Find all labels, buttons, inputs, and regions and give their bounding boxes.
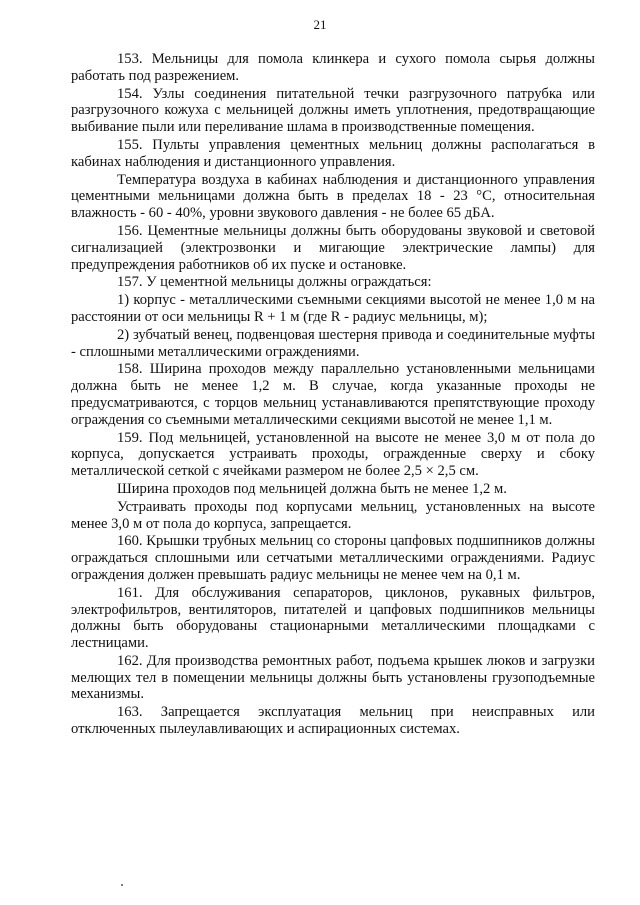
paragraph-157-item-1: 1) корпус - металлическими съемными секциями высотой не менее 1,0 м на расстоянии от оси мельницы R + 1 м (где R - радиус мельницы, м); [71, 292, 595, 325]
paragraph-159-width: Ширина проходов под мельницей должна быть не менее 1,2 м. [117, 480, 507, 497]
paragraph-157: 157. У цементной мельницы должны ограждаться: [117, 274, 432, 291]
paragraph-153: 153. Мельницы для помола клинкера и сухого помола сырья должны работать под разрежением. [71, 51, 595, 84]
paragraph-155-temperature: Температура воздуха в кабинах наблюдения и дистанционного управления цементными мельницами должна быть в пределах 18 - 23 °С, относительная влажность - 60 - 40%, уровни звукового давления - не более 65 дБА. [71, 171, 595, 222]
paragraph-157-item-2: 2) зубчатый венец, подвенцовая шестерня привода и соединительные муфты - сплошными металлическими ограждениями. [71, 326, 595, 360]
paragraph-163: 163. Запрещается эксплуатация мельниц при неисправных или отключенных пылеулавливающих и аспирационных системах. [71, 704, 595, 738]
paragraph-154: 154. Узлы соединения питательной течки разгрузочного патрубка или разгрузочного кожуха с мельницей должны иметь уплотнения, предотвращающие выбивание пыли или переливание шлама в производственные помещения. [71, 85, 595, 136]
paragraph-158: 158. Ширина проходов между параллельно установленными мельницами должна быть не менее 1,2 м. В случае, когда указанные проходы не предусматриваются, с торцов мельниц устанавливаются препятствующие проходу ограждения со съемными металлическими секциями высотой не менее 1,1 м. [71, 361, 595, 428]
document-body [71, 51, 595, 738]
paragraph-159: 159. Под мельницей, установленной на высоте не менее 3,0 м от пола до корпуса, допускается устраивать проходы, огражденные сверху и сбоку металлической сеткой с ячейками размером не более 2,5 × 2,5 см. [71, 429, 595, 480]
paragraph-156: 156. Цементные мельницы должны быть оборудованы звуковой и световой сигнализацией (электрозвонки и мигающие электрические лампы) для предупреждения работников об их пуске и остановке. [71, 222, 595, 273]
paragraph-155: 155. Пульты управления цементных мельниц должны располагаться в кабинах наблюдения и дистанционного управления. [71, 136, 595, 170]
scan-speck [121, 884, 123, 886]
paragraph-161: 161. Для обслуживания сепараторов, циклонов, рукавных фильтров, электрофильтров, вентиляторов, питателей и цапфовых подшипников мельницы должны быть оборудованы стационарными металлическими площадками с лестницами. [71, 584, 595, 652]
paragraph-160: 160. Крышки трубных мельниц со стороны цапфовых подшипников должны ограждаться сплошными или сетчатыми металлическими ограждениями. Радиус ограждения должен превышать радиус мельницы не менее чем на 0,1 м. [71, 533, 595, 583]
paragraph-162: 162. Для производства ремонтных работ, подъема крышек люков и загрузки мелющих тел в помещении мельницы должны быть установлены грузоподъемные механизмы. [71, 652, 595, 703]
page-number: 21 [313, 17, 327, 32]
paragraph-159-prohibition: Устраивать проходы под корпусами мельниц, установленных на высоте менее 3,0 м от пола до корпуса, запрещается. [71, 498, 595, 532]
